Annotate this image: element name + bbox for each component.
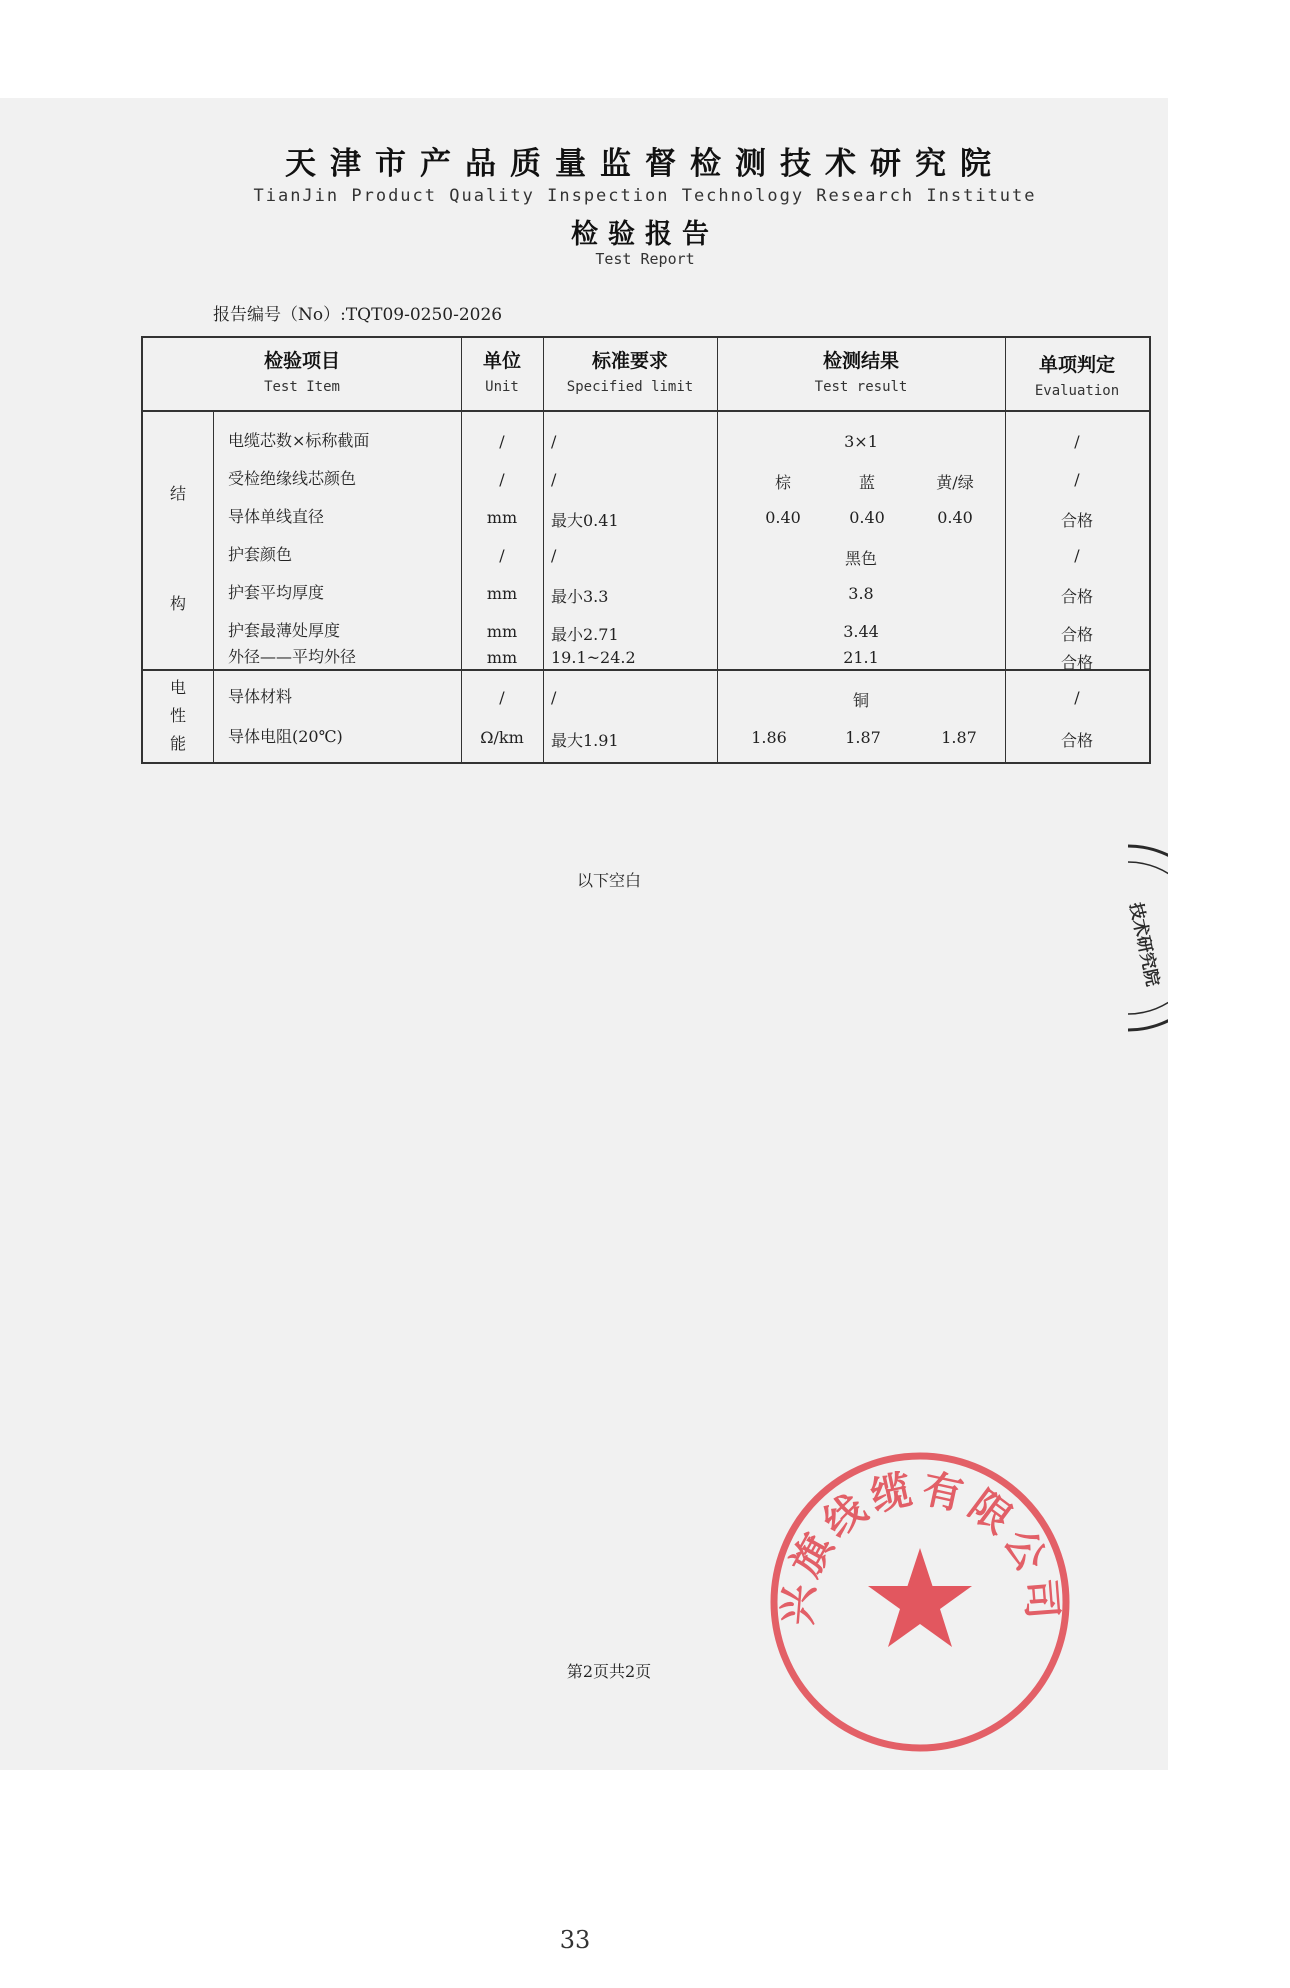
- result-cell: 1.86: [751, 728, 787, 747]
- category-structure-2: 构: [169, 594, 186, 613]
- report-number: 报告编号（No）:TQT09-0250-2026: [213, 305, 503, 325]
- header-unit: 单位 Unit: [482, 350, 521, 395]
- result-cell: 黑色: [844, 549, 877, 568]
- limit-cell: /: [551, 688, 557, 707]
- limit-cell: 19.1~24.2: [551, 648, 636, 667]
- unit-cell: mm: [486, 648, 518, 667]
- eval-cell: 合格: [1060, 653, 1093, 672]
- item-outer-diameter: 外径——平均外径: [228, 647, 357, 666]
- page-number: 33: [559, 1926, 591, 1954]
- company-seal-text: 兴旗线缆有限公司: [774, 1465, 1066, 1627]
- result-cell: 0.40: [937, 508, 973, 527]
- institute-name-en: TianJin Product Quality Inspection Technology Research Institute: [253, 186, 1037, 206]
- blank-note: 以下空白: [576, 871, 641, 890]
- eval-cell: 合格: [1060, 731, 1093, 750]
- result-cell: 21.1: [843, 648, 879, 667]
- category-divider: [213, 410, 214, 764]
- result-cell: 黄/绿: [936, 473, 974, 492]
- result-cell: 3.44: [843, 622, 879, 641]
- unit-cell: mm: [486, 508, 518, 527]
- category-electrical-1: 电: [169, 678, 186, 697]
- eval-cell: /: [1074, 470, 1080, 489]
- header-test-result: 检测结果 Test result: [814, 350, 908, 395]
- eval-cell: 合格: [1060, 587, 1093, 606]
- eval-cell: /: [1074, 688, 1080, 707]
- item-conductor-material: 导体材料: [228, 687, 293, 706]
- limit-cell: /: [551, 432, 557, 451]
- limit-divider: [543, 338, 544, 764]
- report-title-cn: 检验报告: [571, 219, 719, 250]
- limit-cell: 最小2.71: [551, 625, 619, 644]
- report-title-en: Test Report: [595, 250, 695, 268]
- unit-cell: Ω/km: [480, 728, 524, 747]
- result-cell: 棕: [774, 473, 791, 492]
- eval-cell: /: [1074, 432, 1080, 451]
- company-seal: [768, 1450, 1072, 1754]
- category-electrical-3: 能: [169, 734, 186, 753]
- header-divider: [143, 410, 1149, 412]
- result-cell: 1.87: [845, 728, 881, 747]
- institute-name-cn: 天津市产品质量监督检测技术研究院: [285, 146, 1005, 182]
- seal-star-icon: [868, 1548, 972, 1647]
- unit-cell: mm: [486, 622, 518, 641]
- unit-cell: /: [499, 470, 505, 489]
- header-specified-limit: 标准要求 Specified limit: [566, 350, 694, 395]
- result-cell: 铜: [852, 691, 869, 710]
- result-cell: 1.87: [941, 728, 977, 747]
- limit-cell: 最大0.41: [551, 511, 619, 530]
- item-wire-diameter: 导体单线直径: [228, 507, 325, 526]
- unit-cell: /: [499, 546, 505, 565]
- item-sheath-min-thickness: 护套最薄处厚度: [228, 621, 341, 640]
- eval-cell: 合格: [1060, 625, 1093, 644]
- header-test-item: 检验项目 Test Item: [263, 350, 340, 395]
- header-evaluation: 单项判定 Evaluation: [1034, 354, 1120, 399]
- limit-cell: /: [551, 470, 557, 489]
- category-electrical-2: 性: [169, 706, 186, 725]
- result-cell: 0.40: [849, 508, 885, 527]
- section-divider: [143, 669, 1149, 671]
- institute-seal-partial: [1124, 842, 1168, 1034]
- category-structure-1: 结: [169, 484, 186, 503]
- page-info: 第2页共2页: [566, 1662, 652, 1681]
- limit-cell: /: [551, 546, 557, 565]
- item-sheath-color: 护套颜色: [228, 545, 293, 564]
- item-cores-section: 电缆芯数×标称截面: [228, 431, 370, 450]
- institute-seal-text: 技术研究院: [1125, 900, 1163, 989]
- result-cell: 0.40: [765, 508, 801, 527]
- eval-cell: /: [1074, 546, 1080, 565]
- unit-cell: /: [499, 432, 505, 451]
- result-cell: 3.8: [848, 584, 874, 603]
- test-result-table: [141, 336, 1151, 764]
- item-conductor-resistance: 导体电阻(20℃): [228, 727, 343, 746]
- item-sheath-avg-thickness: 护套平均厚度: [228, 583, 325, 602]
- eval-cell: 合格: [1060, 511, 1093, 530]
- limit-cell: 最大1.91: [551, 731, 619, 750]
- result-cell: 蓝: [858, 473, 875, 492]
- unit-cell: mm: [486, 584, 518, 603]
- result-cell: 3×1: [844, 432, 878, 451]
- limit-cell: 最小3.3: [551, 587, 609, 606]
- unit-cell: /: [499, 688, 505, 707]
- item-core-colors: 受检绝缘线芯颜色: [228, 469, 357, 488]
